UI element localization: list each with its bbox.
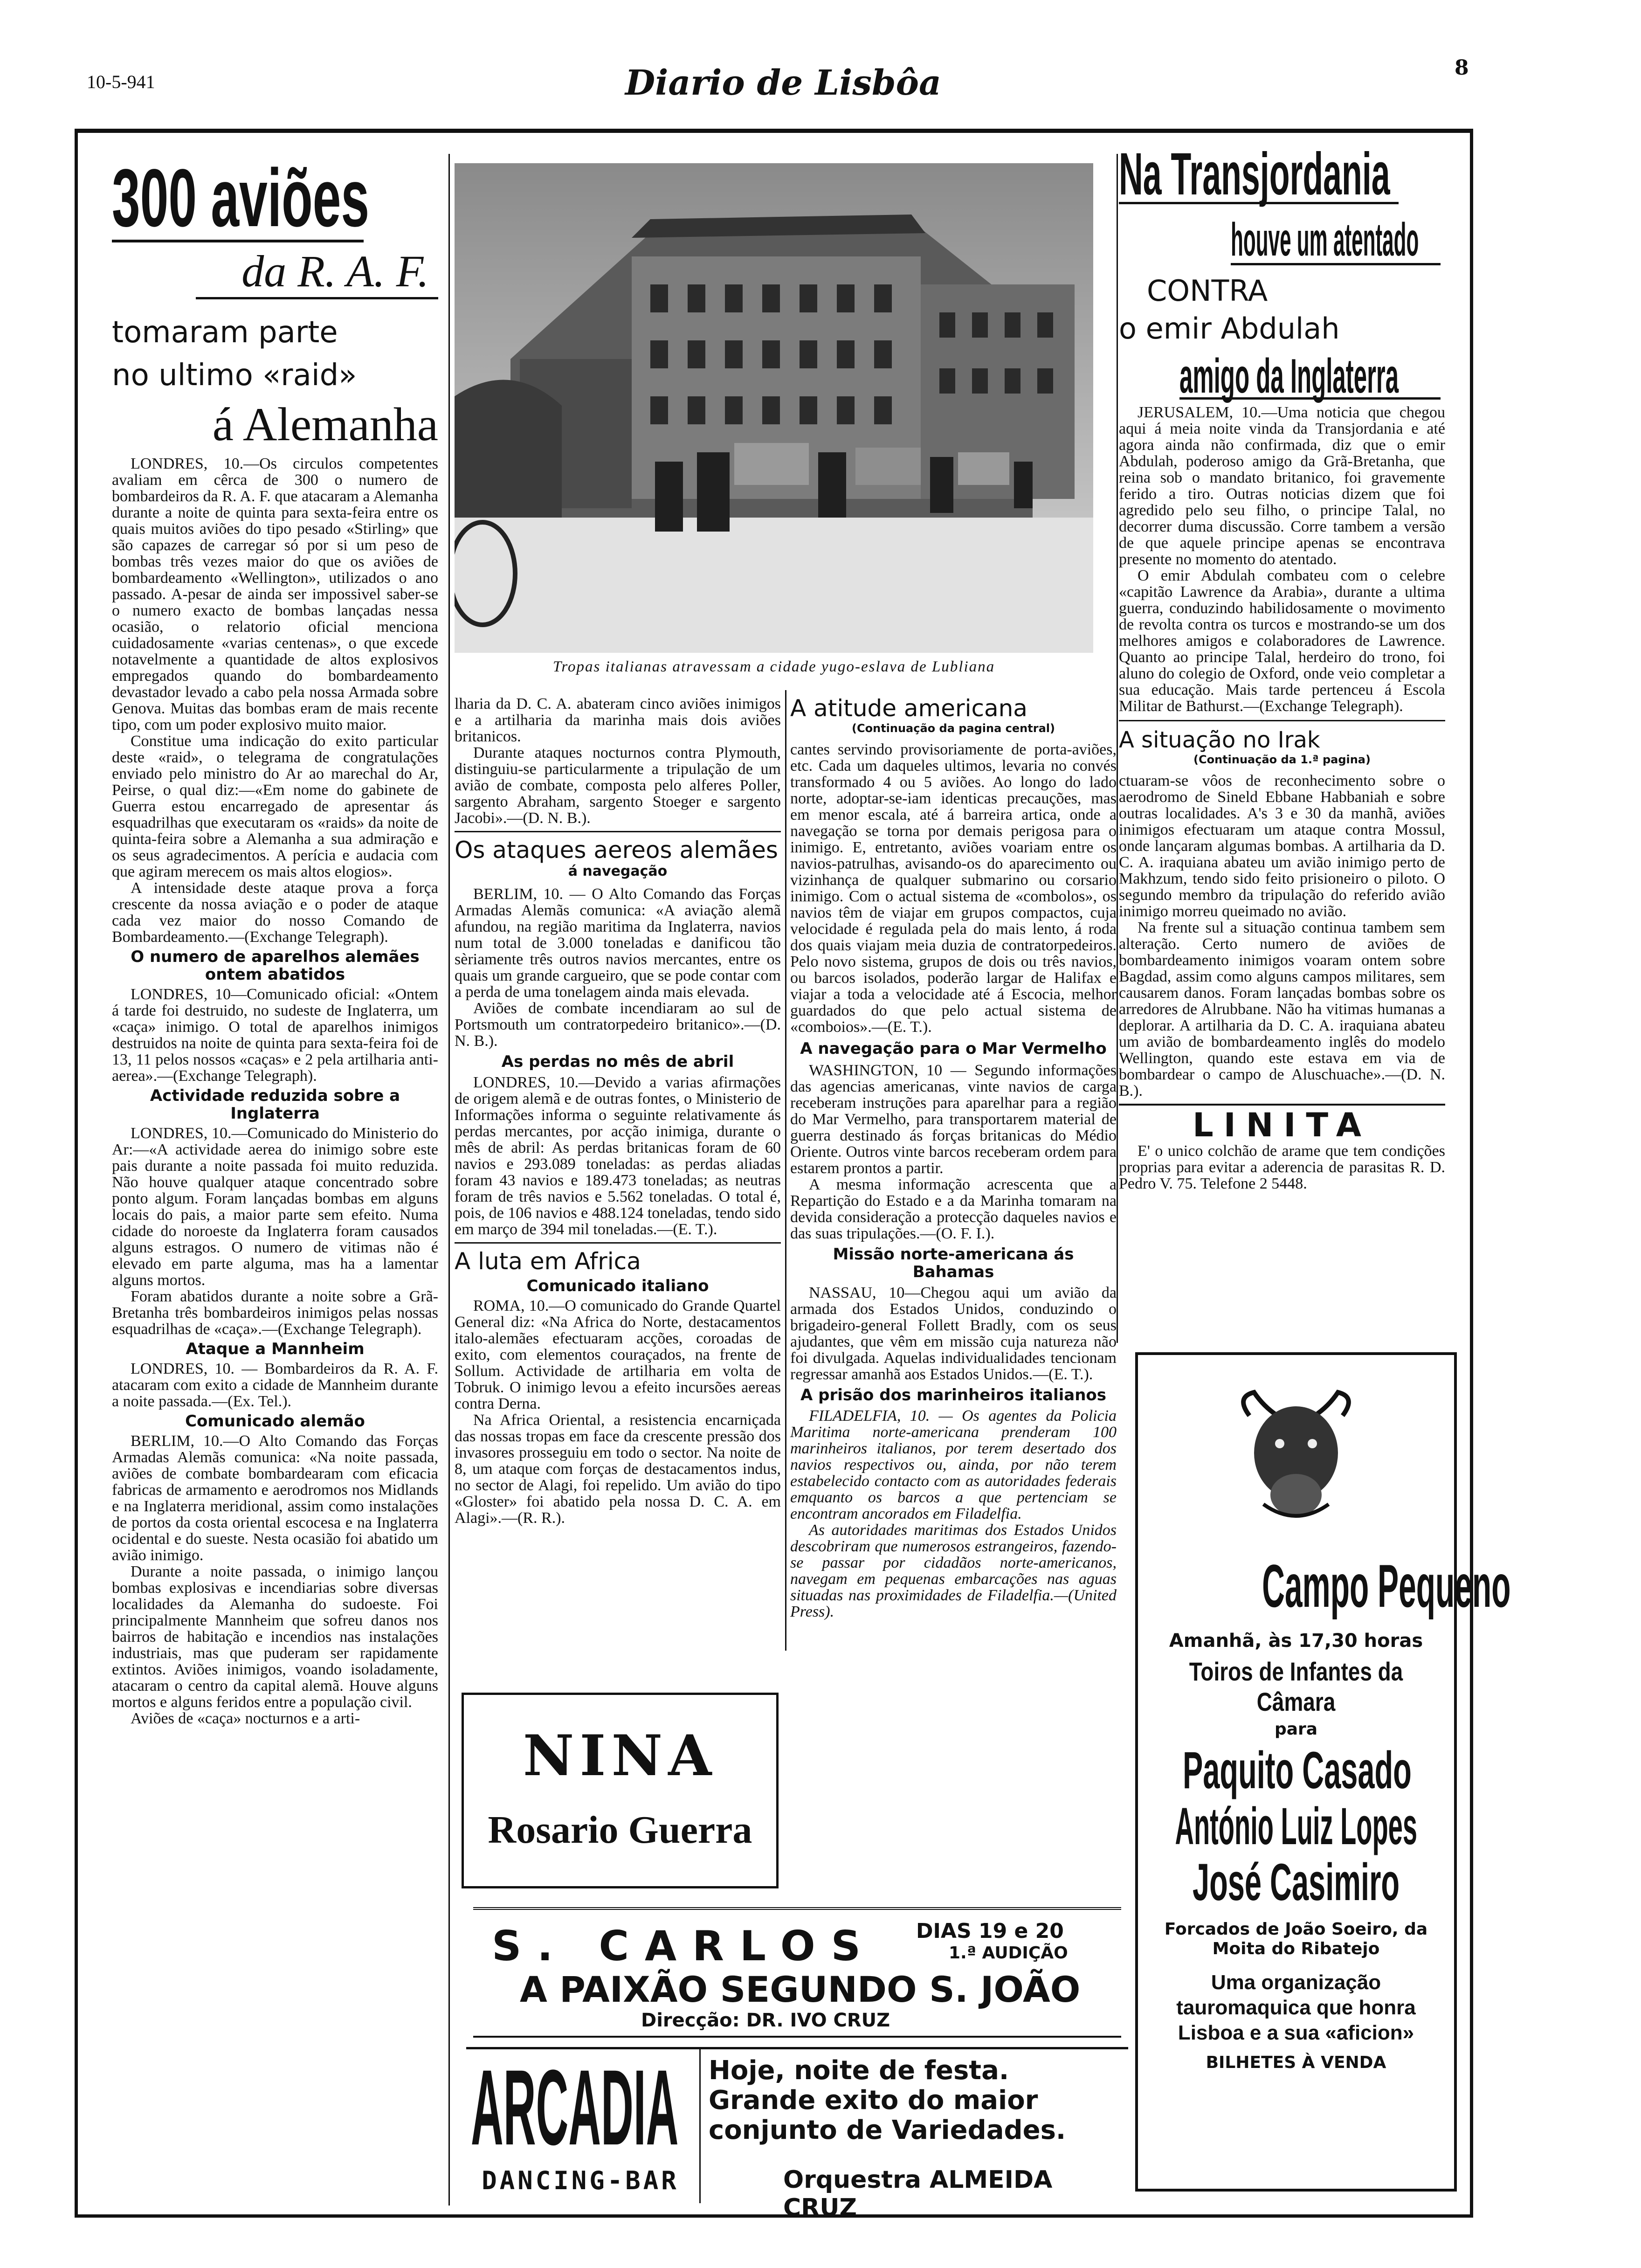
transjordania-article xyxy=(1119,141,1445,1192)
linita-rule xyxy=(1119,1104,1445,1106)
col3-sub-2: Missão norte-americana ás Bahamas xyxy=(833,1245,1074,1281)
photo-lubliana xyxy=(455,163,1093,653)
ad-nina-name: Rosario Guerra xyxy=(488,1808,752,1852)
raf-sub-1: O numero de aparelhos alemães ontem abatidos xyxy=(131,947,420,984)
col3-body-4: NASSAU, 10—Chegou aqui um avião da armada dos Estados Unidos, conduzindo o brigadeiro-general Follett Bradly, com os seus ajudantes, que vêm em missão cuja natureza não foi divulgada. Aquelas individualidades tencionam regressar amanhã aos Estados Unidos.—(E. T.). xyxy=(790,1284,1117,1383)
campo-title xyxy=(1147,1552,1511,1620)
raf-deck-1: tomaram parte xyxy=(112,315,338,350)
col2-cont-text: lharia da D. C. A. abateram cinco aviões inimigos e a artilharia da marinha mais dois aviões britanicos. xyxy=(455,695,781,745)
col2-body-4: LONDRES, 10.—Devido a varias afirmações de origem alemã e de outras fontes, o Ministerio de Informações informa o seguinte relativamente ás perdas mercantes, por acção inimiga, durante o mês de abril: As perdas britanicas foram de 60 navios e 293.089 toneladas: as perdas aliadas foram 43 navios e 189.473 toneladas; as neutras foram de três navios e 5.562 toneladas. O total é, pois, de 106 navios e 488.124 toneladas, tendo sido em março de 394 mil toneladas.—(E. T.). xyxy=(455,1074,781,1238)
scarlos-title: S. CARLOS xyxy=(492,1922,877,1970)
transjordania-rule xyxy=(1119,720,1445,721)
col3-body-1: cantes servindo provisoriamente de porta-aviões, etc. Cada um daqueles ultimos, levaria no convés transformado 4 ou 5 aviões. Ao longo do lado norte, adoptar-se-iam identicas precauções, mas em menor escala, até á barreira artica, onde a navegação se torna por demais perigosa para o inimigo. E, entretanto, aviões voariam entre os navios-patrulhas, avisando-os do aparecimento ou vizinhança de qualquer submarino ou corsario inimigo. Com o actual sistema de «combolos», os navios têm de viajar em grupos compactos, cuja velocidade é regulada pela do mais lento, á roda dos quais viajam meia duzia de contratorpedeiros. Pelo novo sistema, grupos de dois ou três navios, ou barcos isolados, poderão largar de Halifax e viajar a toda a velocidade até á Escocia, melhor guardados do que pelo actual sistema de «comboios».—(E. T.). xyxy=(790,741,1117,1036)
arcadia-orch: Orquestra ALMEIDA CRUZ xyxy=(783,2166,1053,2222)
col2-head-1-sub: á navegação xyxy=(568,863,668,879)
campo-org: Uma organização tauromaquica que honra Lisboa e a sua «aficion» xyxy=(1176,1971,1416,2044)
raf-headline-sub: da R. A. F. xyxy=(196,245,438,299)
transjordania-body-2: O emir Abdulah combateu com o celebre «capitão Lawrence da Arabia», durante a ultima guerra, conduzindo habilidosamente o movimento de revolta contra os turcos e mostrando-se um dos melhores amigos e colaboradores de Lawrence. Quanto ao principe Talal, herdeiro do trono, foi aluno do colegio de Oxford, onde veio completar a sua educação. Mais tarde pertenceu á Escola Militar de Bathurst.—(Exchange Telegraph). xyxy=(1119,567,1445,715)
col3-sub-1: A navegação para o Mar Vermelho xyxy=(800,1039,1107,1058)
campo-forcados: Forcados de João Soeiro, da Moita do Ribatejo xyxy=(1164,1920,1428,1958)
raf-sub-4: Comunicado alemão xyxy=(185,1412,365,1431)
col2-body-5: ROMA, 10.—O comunicado do Grande Quartel General diz: «Na Africa do Norte, destacamentos italo-alemães efectuaram acções, coroadas de exito, com elementos couraçados, na frente de Sollum. Actividade de artilharia em volta de Tobruk. O inimigo levou a efeito incursões aereas contra Derna. xyxy=(455,1297,781,1412)
transjordania-head-3: CONTRA xyxy=(1147,274,1268,308)
col3-head-1: A atitude americana xyxy=(790,695,1027,722)
col3-sub-3: A prisão dos marinheiros italianos xyxy=(800,1386,1107,1404)
raf-deck-3: á Alemanha xyxy=(212,398,438,451)
ad-linita-text: E' o unico colchão de arame que tem condições proprias para evitar a aderencia de parasitas R. D. Pedro V. 75. Telefone 2 5448. xyxy=(1119,1142,1445,1192)
photo-lubliana-image xyxy=(455,163,1093,653)
raf-sub-2: Actividade reduzida sobre a Inglaterra xyxy=(150,1086,400,1123)
transjordania-head-1 xyxy=(1119,141,1399,207)
raf-body-6: Foram abatidos durante a noite sobre a Grã-Bretanha três bombardeiros inimigos pelas nossas esquadrilhas de «caça».—(Exchange Telegraph). xyxy=(112,1288,438,1338)
irak-body-1: ctuaram-se vôos de reconhecimento sobre o aerodromo de Sineld Ebbane Habbaniah e sobre outras localidades. A's 3 e 30 da manhã, aviões inimigos efectuaram um ataque contra Mossul, onde lançaram algumas bombas. A artilharia da D. C. A. iraquiana abateu um avião inimigo perto de Makhzum, tendo sido feito prisioneiro o piloto. O segundo membro da tripulação do referido avião inimigo morreu queimado no avião. xyxy=(1119,772,1445,920)
campo-title-text: Campo Pequeno xyxy=(1262,1552,1511,1620)
campo-toureiro-3: José Casimiro xyxy=(1192,1853,1400,1911)
raf-body-9: Durante a noite passada, o inimigo lançou bombas explosivas e incendiarias sobre diversas localidades da Alemanha do sudoeste. Foi principalmente Mannheim que sofreu danos nos bairros de habitação e incendios nas instalações industriais, mas que puderam ser rapidamente extintos. Aviões inimigos, voando isoladamente, atacaram o centro da capital alemã. Houve alguns mortos e alguns feridos entre a população civil. xyxy=(112,1563,438,1711)
raf-body-8: BERLIM, 10.—O Alto Comando das Forças Armadas Alemãs comunica: «Na noite passada, aviões de combate bombardearam com eficacia fabricas de armamento e aerodromos nos Midlands e na Inglaterra meridional, assim como instalações de portos da costa oriental escocesa e na Inglaterra ocidental e do sueste. Nesta ocasião foi abatido um avião inimigo. xyxy=(112,1432,438,1564)
scarlos-work: A PAIXÃO SEGUNDO S. JOÃO xyxy=(520,1969,1081,2010)
arcadia-sub: DANCING-BAR xyxy=(482,2166,679,2195)
raf-body-2: Constitue uma indicação do exito particular deste «raid», o telegrama de congratulações enviado pelo ministro do Ar ao marechal do Ar, Peirse, o qual diz:—«Em nome do gabinete de Guerra estou encarregado de apresentar ás esquadrilhas que executaram os «raids» da noite de quinta-feira sobre a Alemanha a sua admiração e os seus agradecimentos. A perícia e audacia com que agiram merecem os mais altos elogios». xyxy=(112,733,438,880)
scarlos-dir: Direcção: DR. IVO CRUZ xyxy=(641,2010,890,2031)
col2-articles xyxy=(455,696,781,1526)
raf-body-3: A intensidade deste ataque prova a força crescente da nossa aviação e o poder de ataque cada vez maior do nosso Comando de Bombardeamento.—(Exchange Telegraph). xyxy=(112,879,438,946)
col3-articles xyxy=(790,695,1117,1620)
scarlos-dates: DIAS 19 e 20 xyxy=(916,1919,1064,1943)
transjordania-head-2 xyxy=(1231,216,1441,265)
raf-body-10: Aviões de «caça» nocturnos e a arti- xyxy=(131,1710,360,1727)
col2-body-3: Aviões de combate incendiaram ao sul de Portsmouth um contratorpedeiro britanico».—(D. N. B.). xyxy=(455,1000,781,1050)
scarlos-audicao: 1.ª AUDIÇÃO xyxy=(949,1943,1068,1963)
ad-nina-logo: NINA xyxy=(523,1723,717,1789)
ad-s-carlos xyxy=(473,1907,1121,2038)
raf-sub-3: Ataque a Mannheim xyxy=(186,1340,365,1358)
col2-rule-2 xyxy=(455,1242,781,1244)
irak-body-2: Na frente sul a situação continua tambem sem alteração. Certo numero de aviões de bombardeamento inimigos voaram ontem sobre Bagdad, assim como alguns campos militares, sem causarem danos. Foram lançadas bombas sobre os arredores de Alrubbane. Não ha vitimas humanas a deplorar. A artilharia da D. C. A. iraquiana abateu um avião de bombardeamento inglês do modelo Wellington, quando este estava em via de bombardear o campo de Aluschuache».—(D. N. B.). xyxy=(1119,919,1445,1099)
arcadia-text: Hoje, noite de festa. Grande exito do maior conjunto de Variedades. xyxy=(709,2055,1066,2145)
arcadia-title-text: ARCADIA xyxy=(471,2047,679,2167)
raf-body-5: LONDRES, 10.—Comunicado do Ministerio do Ar:—«A actividade aerea do inimigo sobre este pais durante a noite passada foi muito reduzida. Não houve qualquer ataque concentrado sobre ponto algum. Foram lançadas bombas em alguns locais do pais, a maior parte sem efeito. Numa cidade do noroeste da Inglaterra foram causados alguns estragos. O numero de vitimas não é elevado em parte alguma, mas ha a lamentar alguns mortos. xyxy=(112,1125,438,1289)
col3-body-6: As autoridades maritimas dos Estados Unidos descobriram que numerosos estrangeiros, fazendo-se passar por cidadãos norte-americanos, navegam em pequenas embarcações nas aguas situadas nas proximidades de Filadelfia.—(United Press). xyxy=(790,1521,1117,1620)
irak-cont: (Continuação da 1.ª pagina) xyxy=(1193,753,1371,766)
campo-toureiro-1: Paquito Casado xyxy=(1182,1741,1412,1799)
page-number: 8 xyxy=(1455,56,1469,80)
col2-sub-1: As perdas no mês de abril xyxy=(501,1052,734,1071)
campo-bilhetes: BILHETES À VENDA xyxy=(1206,2053,1386,2072)
raf-body-1: LONDRES, 10.—Os circulos competentes avaliam em cêrca de 300 o numero de bombardeiros da R. A. F. que atacaram a Alemanha durante a noite de quinta para sexta-feira entre os quais muitos aviões do tipo pesado «Stirling» que são capazes de carregar só por si um peso de bombas três vezes maior do que os aviões de bombardeamento «Wellington», utilizados o ano passado. A-pesar de ainda ser impossivel saber-se o numero exacto de bombas lançadas nessa ocasião, o relatorio oficial menciona cuidadosamente «varias centenas», o que excede notavelmente a quantidade de altos explosivos empregados quando do bombardeamento devastador levado a cabo pela nossa Armada sobre Genova. Muitas das bombas eram de mais recente tipo, com um poder explosivo muito maior. xyxy=(112,455,438,733)
raf-headline-big xyxy=(112,152,370,244)
photo-caption: Tropas italianas atravessam a cidade yugo-eslava de Lubliana xyxy=(552,658,995,675)
col2-rule-1 xyxy=(455,831,781,832)
col3-cont-1: (Continuação da pagina central) xyxy=(852,722,1055,735)
col2-body-1: Durante ataques nocturnos contra Plymouth, distinguiu-se particularmente a tripulação de um avião de combate, composta pelo alferes Poller, sargento Abraham, sargento Stoeger e sargento Jacobi».—(D. N. B.). xyxy=(455,744,781,827)
transjordania-head-5 xyxy=(1179,349,1441,403)
campo-bulls: Toiros de Infantes da Câmara xyxy=(1189,1657,1403,1716)
bull-head-icon xyxy=(1235,1388,1357,1528)
ad-nina xyxy=(462,1693,779,1888)
ad-campo-pequeno xyxy=(1135,1352,1511,2192)
col2-head-1: Os ataques aereos alemães xyxy=(455,837,778,864)
masthead-title: Diario de Lisbôa xyxy=(625,63,941,103)
col2-body-2: BERLIM, 10. — O Alto Comando das Forças Armadas Alemãs comunica: «A aviação alemã afundou, na região maritima da Inglaterra, navios num total de 3.000 toneladas e danificou tão sèriamente três outros navios mercantes, entre os quais um grande cargueiro, que se pode contar com a perda de uma tonelagem ainda mais elevada. xyxy=(455,885,781,1001)
irak-head: A situação no Irak xyxy=(1119,727,1320,753)
column-rule-3 xyxy=(1117,154,1118,1343)
transjordania-head-1-text: Na Transjordania xyxy=(1119,141,1390,207)
transjordania-head-2-text: houve um atentado xyxy=(1231,214,1419,266)
raf-body-7: LONDRES, 10. — Bombardeiros da R. A. F. atacaram com exito a cidade de Mannheim durante a noite passada.—(Ex. Tel.). xyxy=(112,1360,438,1410)
col2-body-6: Na Africa Oriental, a resistencia encarniçada das nossas tropas em face da crescente pressão dos invasores prosseguiu em todo o sector. Na noite de 8, um ataque com forças de destacamentos indus, no sector de Alagi, foi repelido. Um avião do tipo «Gloster» foi abatido pela nossa D. C. A. em Alagi».—(R. R.). xyxy=(455,1411,781,1527)
col3-body-5: FILADELFIA, 10. — Os agentes da Policia Maritima norte-americana prenderam 100 marinheiros italianos, por terem desertado dos navios respectivos ou, ainda, por não terem estabelecido contacto com as autoridades federais emquanto os barcos a que pertenciam se encontram ancorados em Filadelfia. xyxy=(790,1407,1117,1522)
ad-linita-title: LINITA xyxy=(1193,1106,1372,1144)
transjordania-head-5-text: amigo da Inglaterra xyxy=(1179,349,1399,403)
raf-deck-2: no ultimo «raid» xyxy=(112,358,357,393)
col3-body-2: WASHINGTON, 10 — Segundo informações das agencias americanas, vinte navios de carga receberam instruções para aparelhar para a região do Mar Vermelho, para transportarem material de guerra destinado ás forças britanicas do Médio Oriente. Outros vinte barcos receberam ordem para estarem prontos a partir. xyxy=(790,1062,1117,1177)
transjordania-head-4: o emir Abdulah xyxy=(1119,311,1340,346)
campo-time: Amanhã, às 17,30 horas xyxy=(1169,1630,1423,1652)
masthead-date: 10-5-941 xyxy=(87,71,155,92)
raf-body-4: LONDRES, 10—Comunicado oficial: «Ontem á tarde foi destruido, no sudeste de Inglaterra, um «caça» inimigo. O total de aparelhos inimigos destruidos na noite de quinta para sexta-feira foi de 13, 11 pelos nossos «caças» e 2 pela artilharia anti-aerea».—(Exchange Telegraph). xyxy=(112,986,438,1085)
column-rule-2 xyxy=(785,690,786,1651)
arcadia-rule xyxy=(699,2049,701,2203)
raf-article xyxy=(112,152,438,1727)
campo-para: para xyxy=(1274,1720,1318,1739)
raf-headline-text: 300 aviões xyxy=(112,152,370,244)
arcadia-title xyxy=(471,2047,690,2167)
col3-body-3: A mesma informação acrescenta que a Repartição do Estado e a da Marinha tomaram na devida consideração a protecção daqueles navios e das suas tripulações.—(O. F. I.). xyxy=(790,1176,1117,1242)
campo-toureiro-2: António Luiz Lopes xyxy=(1175,1797,1417,1855)
ad-arcadia xyxy=(466,2047,1128,2222)
column-rule-1 xyxy=(448,154,450,2206)
transjordania-body-1: JERUSALEM, 10.—Uma noticia que chegou aqui á meia noite vinda da Transjordania e até agora ainda não confirmada, diz que o emir Abdulah, poderoso amigo da Grã-Bretanha, que reina sob o mandato britanico, foi gravemente ferido a tiro. Outras noticias dizem que foi agredido pelo seu filho, o principe Talal, no decorrer duma discussão. Corre tambem a versão de que aquele principe apenas se encontrava presente no momento do atentado. xyxy=(1119,404,1445,568)
col2-head-2: A luta em Africa xyxy=(455,1248,641,1275)
col2-sub-2: Comunicado italiano xyxy=(526,1277,709,1295)
